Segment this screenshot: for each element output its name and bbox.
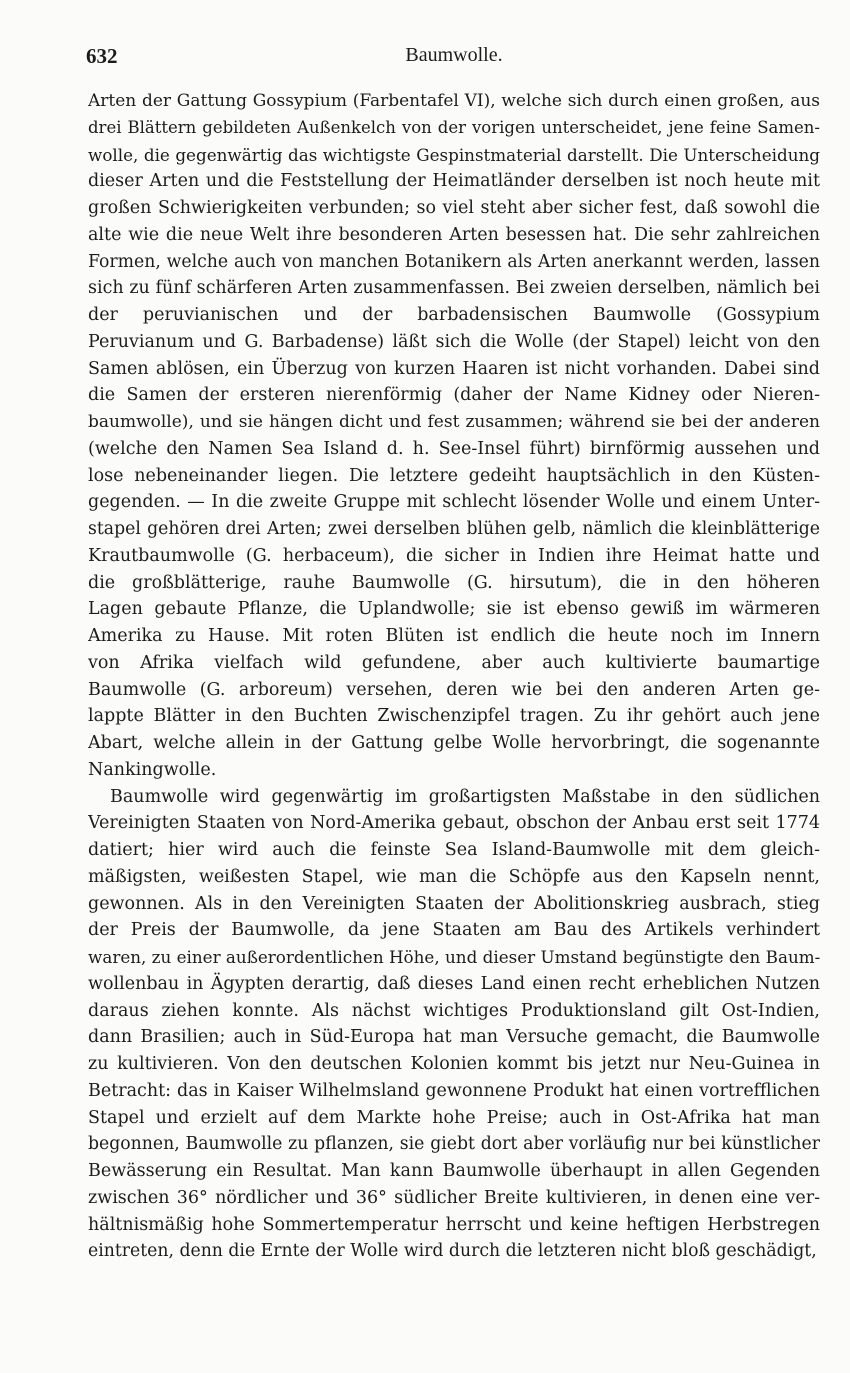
text-line: stapel gehören drei Arten; zwei derselben blühen gelb, nämlich die kleinblätterige: [88, 519, 820, 539]
text-line: datiert; hier wird auch die feinste Sea Island-Baumwolle mit dem gleich-: [88, 840, 820, 860]
text-line: waren, zu einer außerordentlichen Höhe, und dieser Umstand begünstigte den Baum-: [88, 947, 820, 967]
paragraph: [88, 784, 820, 1266]
text-line: mäßigsten, weißesten Stapel, wie man die Schöpfe aus den Kapseln nennt,: [88, 866, 820, 887]
text-line: der Preis der Baumwolle, da jene Staaten am Bau des Artikels verhindert: [88, 920, 820, 941]
text-line: dann Brasilien; auch in Süd-Europa hat man Versuche gemacht, die Baumwolle: [88, 1027, 820, 1048]
text-line: Stapel und erzielt auf dem Markte hohe Preise; auch in Ost-Afrika hat man: [88, 1107, 820, 1128]
text-line: daraus ziehen konnte. Als nächst wichtiges Produktionsland gilt Ost-Indien,: [88, 1000, 820, 1021]
text-line: Baumwolle wird gegenwärtig im großartigsten Maßstabe in den südlichen: [110, 786, 820, 807]
text-line: gewonnen. Als in den Vereinigten Staaten der Abolitionskrieg ausbrach, stieg: [88, 893, 820, 914]
page-number: 632: [86, 44, 118, 68]
text-line: wollenbau in Ägypten derartig, daß dieses Land einen recht erheblichen Nutzen: [88, 973, 820, 994]
text-line: die Samen der ersteren nierenförmig (daher der Name Kidney oder Nieren-: [88, 385, 820, 406]
paragraph: [88, 88, 820, 784]
text-line: von Afrika vielfach wild gefundene, aber auch kultivierte baumartige: [88, 652, 820, 673]
text-line: Krautbaumwolle (G. herbaceum), die sicher in Indien ihre Heimat hatte und: [88, 545, 820, 566]
text-line: die großblätterige, rauhe Baumwolle (G. hirsutum), die in den höheren: [88, 572, 820, 593]
text-line: (welche den Namen Sea Island d. h. See-Insel führt) birnförmig aussehen und: [88, 438, 820, 459]
text-line: Peruvianum und G. Barbadense) läßt sich die Wolle (der Stapel) leicht von den: [88, 331, 820, 352]
text-line: wolle, die gegenwärtig das wichtigste Gespinstmaterial darstellt. Die Unterscheidung: [88, 144, 820, 165]
text-line: lappte Blätter in den Buchten Zwischenzipfel tragen. Zu ihr gehört auch jene: [88, 706, 820, 727]
text-line: eintreten, denn die Ernte der Wolle wird durch die letzteren nicht bloß geschädigt,: [88, 1241, 817, 1262]
text-line: großen Schwierigkeiten verbunden; so viel steht aber sicher fest, daß sowohl die: [88, 198, 820, 218]
text-line: Amerika zu Hause. Mit roten Blüten ist endlich die heute noch im Innern: [88, 626, 820, 646]
text-line: Samen ablösen, ein Überzug von kurzen Haaren ist nicht vorhanden. Dabei sind: [88, 358, 820, 379]
text-line: Formen, welche auch von manchen Botanikern als Arten anerkannt werden, lassen: [88, 251, 820, 272]
text-line: zu kultivieren. Von den deutschen Kolonien kommt bis jetzt nur Neu-Guinea in: [88, 1054, 820, 1074]
text-line: begonnen, Baumwolle zu pflanzen, sie giebt dort aber vorläufig nur bei künstlicher: [88, 1134, 820, 1155]
text-line: der peruvianischen und der barbadensischen Baumwolle (Gossypium: [88, 305, 820, 325]
text-line: Vereinigten Staaten von Nord-Amerika gebaut, obschon der Anbau erst seit 1774: [88, 813, 820, 834]
text-line: drei Blättern gebildeten Außenkelch von der vorigen unterscheidet, jene feine Samen-: [88, 117, 820, 137]
page-header: [86, 44, 822, 74]
text-line: Betracht: das in Kaiser Wilhelmsland gewonnene Produkt hat einen vortrefflichen: [88, 1080, 820, 1101]
text-line: zwischen 36° nördlicher und 36° südlicher Breite kultivieren, in denen eine ver-: [88, 1187, 820, 1208]
text-line: Nankingwolle.: [88, 759, 217, 780]
text-line: Baumwolle (G. arboreum) versehen, deren wie bei den anderen Arten ge-: [88, 679, 820, 700]
text-line: Lagen gebaute Pflanze, die Uplandwolle; sie ist ebenso gewiß im wärmeren: [88, 599, 820, 620]
text-line: hältnismäßig hohe Sommertemperatur herrscht und keine heftigen Herbstregen: [88, 1214, 820, 1235]
text-line: baumwolle), und sie hängen dicht und fest zusammen; während sie bei der anderen: [88, 412, 820, 432]
text-line: alte wie die neue Welt ihre besonderen Arten besessen hat. Die sehr zahlreichen: [88, 224, 820, 245]
text-line: Abart, welche allein in der Gattung gelbe Wolle hervorbringt, die sogenannte: [88, 733, 820, 753]
text-line: Bewässerung ein Resultat. Man kann Baumwolle überhaupt in allen Gegenden: [88, 1161, 820, 1181]
text-line: dieser Arten und die Feststellung der Heimatländer derselben ist noch heute mit: [88, 171, 820, 192]
running-title: Baumwolle.: [405, 44, 503, 66]
text-line: gegenden. — In die zweite Gruppe mit schlecht lösender Wolle und einem Unter-: [88, 492, 820, 513]
text-line: Arten der Gattung Gossypium (Farbentafel VI), welche sich durch einen großen, aus: [88, 91, 820, 111]
text-line: lose nebeneinander liegen. Die letztere gedeiht hauptsächlich in den Küsten-: [88, 465, 820, 486]
text-line: sich zu fünf schärferen Arten zusammenfassen. Bei zweien derselben, nämlich bei: [88, 278, 820, 299]
body-text: [88, 88, 820, 1265]
